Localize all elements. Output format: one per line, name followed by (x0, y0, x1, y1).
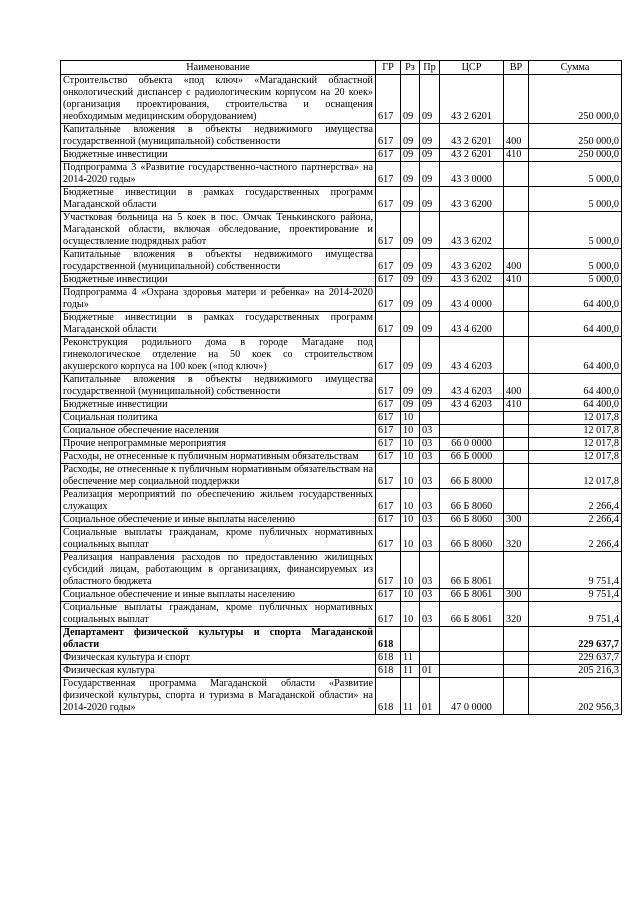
cell-name: Строительство объекта «под ключ» «Магаданский областной онкологический диспансер с радиологическим корпусом на 20 коек» (организация проектирования, строительства и оснащения необходимым медицинским оборудованием) (61, 75, 376, 124)
table-row (61, 552, 622, 589)
cell-name: Социальные выплаты гражданам, кроме публичных нормативных социальных выплат (61, 527, 376, 552)
cell-gr: 617 (376, 438, 401, 451)
cell-pr: 09 (420, 287, 440, 312)
cell-csr: 43 4 6203 (440, 399, 504, 412)
cell-rz: 09 (401, 337, 420, 374)
cell-rz: 10 (401, 602, 420, 627)
cell-pr: 03 (420, 589, 440, 602)
cell-gr: 617 (376, 589, 401, 602)
cell-name: Бюджетные инвестиции (61, 149, 376, 162)
cell-vr: 300 (504, 514, 529, 527)
cell-sum: 205 216,3 (529, 665, 622, 678)
cell-csr: 66 Б 8060 (440, 514, 504, 527)
table-row (61, 149, 622, 162)
cell-pr: 09 (420, 212, 440, 249)
cell-sum: 64 400,0 (529, 399, 622, 412)
cell-vr (504, 652, 529, 665)
cell-sum: 9 751,4 (529, 589, 622, 602)
cell-csr: 66 Б 8000 (440, 464, 504, 489)
cell-csr: 43 3 6202 (440, 274, 504, 287)
table-row (61, 212, 622, 249)
header-name: Наименование (61, 61, 376, 75)
cell-name: Социальное обеспечение и иные выплаты населению (61, 589, 376, 602)
cell-csr: 43 3 0000 (440, 162, 504, 187)
cell-gr: 617 (376, 489, 401, 514)
cell-vr: 400 (504, 249, 529, 274)
table-row (61, 312, 622, 337)
cell-name: Социальные выплаты гражданам, кроме публичных нормативных социальных выплат (61, 602, 376, 627)
cell-rz: 10 (401, 489, 420, 514)
cell-vr (504, 287, 529, 312)
cell-gr: 617 (376, 287, 401, 312)
cell-sum: 12 017,8 (529, 425, 622, 438)
cell-pr: 09 (420, 162, 440, 187)
table-row (61, 425, 622, 438)
cell-name: Реализация направления расходов по предоставлению жилищных субсидий лицам, работающим в организациях, финансируемых из областного бюджета (61, 552, 376, 589)
cell-name: Расходы, не отнесенные к публичным нормативным обязательствам (61, 451, 376, 464)
cell-rz: 09 (401, 75, 420, 124)
cell-gr: 617 (376, 514, 401, 527)
table-row (61, 75, 622, 124)
cell-sum: 229 637,7 (529, 652, 622, 665)
cell-name: Участковая больница на 5 коек в пос. Омчак Тенькинского района, Магаданской области, включая обследование, проектирование и осуществление подрядных работ (61, 212, 376, 249)
cell-gr: 618 (376, 627, 401, 652)
cell-gr: 617 (376, 425, 401, 438)
cell-rz: 10 (401, 589, 420, 602)
table-row (61, 162, 622, 187)
cell-sum: 229 637,7 (529, 627, 622, 652)
cell-csr: 66 Б 0000 (440, 451, 504, 464)
table-row (61, 678, 622, 715)
cell-vr (504, 425, 529, 438)
cell-pr: 03 (420, 451, 440, 464)
cell-pr: 09 (420, 337, 440, 374)
cell-sum: 12 017,8 (529, 451, 622, 464)
cell-rz: 09 (401, 162, 420, 187)
table-row (61, 652, 622, 665)
cell-vr: 300 (504, 589, 529, 602)
cell-name: Социальная политика (61, 412, 376, 425)
cell-sum: 5 000,0 (529, 274, 622, 287)
cell-name: Государственная программа Магаданской области «Развитие физической культуры, спорта и туризма в Магаданской области» на 2014-2020 годы» (61, 678, 376, 715)
cell-csr (440, 652, 504, 665)
table-row (61, 249, 622, 274)
cell-name: Департамент физической культуры и спорта Магаданской области (61, 627, 376, 652)
cell-gr: 617 (376, 451, 401, 464)
cell-pr: 03 (420, 464, 440, 489)
header-pr: Пр (420, 61, 440, 75)
cell-rz: 10 (401, 527, 420, 552)
cell-gr: 617 (376, 162, 401, 187)
cell-name: Расходы, не отнесенные к публичным нормативным обязательствам на обеспечение мер социальной поддержки (61, 464, 376, 489)
cell-pr: 09 (420, 374, 440, 399)
cell-sum: 12 017,8 (529, 464, 622, 489)
cell-sum: 202 956,3 (529, 678, 622, 715)
table-row (61, 489, 622, 514)
cell-gr: 617 (376, 464, 401, 489)
cell-csr: 43 4 6203 (440, 374, 504, 399)
table-row (61, 374, 622, 399)
cell-vr (504, 464, 529, 489)
table-row (61, 589, 622, 602)
cell-csr: 66 Б 8061 (440, 602, 504, 627)
cell-name: Бюджетные инвестиции (61, 274, 376, 287)
cell-pr: 09 (420, 249, 440, 274)
cell-rz: 10 (401, 425, 420, 438)
cell-csr: 43 4 0000 (440, 287, 504, 312)
cell-name: Подпрограмма 4 «Охрана здоровья матери и ребенка» на 2014-2020 годы» (61, 287, 376, 312)
cell-rz: 10 (401, 552, 420, 589)
cell-csr: 66 0 0000 (440, 438, 504, 451)
budget-table (60, 60, 622, 715)
cell-vr: 400 (504, 374, 529, 399)
cell-vr (504, 212, 529, 249)
cell-vr: 410 (504, 149, 529, 162)
table-row (61, 438, 622, 451)
cell-pr (420, 412, 440, 425)
table-row (61, 464, 622, 489)
cell-sum: 12 017,8 (529, 412, 622, 425)
cell-sum: 64 400,0 (529, 374, 622, 399)
cell-vr (504, 187, 529, 212)
cell-rz: 09 (401, 374, 420, 399)
budget-table-page (60, 60, 621, 715)
cell-name: Бюджетные инвестиции в рамках государственных программ Магаданской области (61, 187, 376, 212)
table-row (61, 602, 622, 627)
cell-vr: 410 (504, 399, 529, 412)
table-row (61, 337, 622, 374)
table-row (61, 451, 622, 464)
cell-vr (504, 451, 529, 464)
cell-pr: 03 (420, 514, 440, 527)
cell-gr: 617 (376, 187, 401, 212)
cell-pr: 03 (420, 552, 440, 589)
cell-pr: 09 (420, 149, 440, 162)
cell-pr: 09 (420, 75, 440, 124)
table-row (61, 527, 622, 552)
cell-sum: 5 000,0 (529, 249, 622, 274)
cell-vr (504, 337, 529, 374)
cell-gr: 617 (376, 552, 401, 589)
cell-sum: 250 000,0 (529, 124, 622, 149)
table-header-row (61, 61, 622, 75)
cell-gr: 617 (376, 312, 401, 337)
cell-name: Физическая культура (61, 665, 376, 678)
cell-rz: 09 (401, 274, 420, 287)
cell-rz: 11 (401, 678, 420, 715)
cell-rz: 10 (401, 412, 420, 425)
cell-rz: 10 (401, 514, 420, 527)
cell-rz: 10 (401, 438, 420, 451)
cell-gr: 617 (376, 602, 401, 627)
cell-rz: 10 (401, 464, 420, 489)
cell-csr: 66 Б 8061 (440, 552, 504, 589)
cell-csr: 47 0 0000 (440, 678, 504, 715)
cell-sum: 2 266,4 (529, 527, 622, 552)
cell-csr: 43 3 6202 (440, 212, 504, 249)
cell-pr: 09 (420, 399, 440, 412)
cell-vr (504, 312, 529, 337)
cell-rz: 09 (401, 124, 420, 149)
cell-vr (504, 489, 529, 514)
cell-pr: 09 (420, 274, 440, 287)
cell-rz: 11 (401, 652, 420, 665)
cell-name: Капитальные вложения в объекты недвижимого имущества государственной (муниципальной) собственности (61, 374, 376, 399)
cell-name: Физическая культура и спорт (61, 652, 376, 665)
cell-pr: 03 (420, 438, 440, 451)
cell-pr: 09 (420, 187, 440, 212)
cell-gr: 618 (376, 652, 401, 665)
cell-vr (504, 552, 529, 589)
cell-sum: 250 000,0 (529, 149, 622, 162)
cell-rz: 09 (401, 187, 420, 212)
cell-gr: 617 (376, 124, 401, 149)
header-sum: Сумма (529, 61, 622, 75)
cell-gr: 618 (376, 665, 401, 678)
cell-gr: 617 (376, 337, 401, 374)
table-row (61, 399, 622, 412)
header-gr: ГР (376, 61, 401, 75)
cell-rz: 09 (401, 312, 420, 337)
cell-gr: 617 (376, 149, 401, 162)
cell-pr: 09 (420, 312, 440, 337)
cell-sum: 64 400,0 (529, 287, 622, 312)
cell-sum: 5 000,0 (529, 162, 622, 187)
cell-csr: 43 2 6201 (440, 75, 504, 124)
cell-rz: 09 (401, 249, 420, 274)
cell-vr (504, 438, 529, 451)
table-row (61, 412, 622, 425)
cell-vr (504, 162, 529, 187)
cell-gr: 617 (376, 399, 401, 412)
table-body (61, 75, 622, 715)
cell-vr: 320 (504, 602, 529, 627)
cell-gr: 617 (376, 374, 401, 399)
cell-sum: 5 000,0 (529, 212, 622, 249)
cell-pr: 09 (420, 124, 440, 149)
cell-name: Прочие непрограммные мероприятия (61, 438, 376, 451)
cell-csr (440, 412, 504, 425)
cell-pr: 03 (420, 527, 440, 552)
cell-pr (420, 627, 440, 652)
cell-gr: 617 (376, 274, 401, 287)
cell-csr: 43 3 6200 (440, 187, 504, 212)
cell-csr: 43 3 6202 (440, 249, 504, 274)
cell-name: Реконструкция родильного дома в городе Магадане под гинекологическое отделение на 50 коек со строительством акушерского корпуса на 100 коек («под ключ») (61, 337, 376, 374)
cell-sum: 64 400,0 (529, 337, 622, 374)
cell-gr: 617 (376, 75, 401, 124)
cell-pr: 03 (420, 602, 440, 627)
cell-name: Реализация мероприятий по обеспечению жильем государственных служащих (61, 489, 376, 514)
cell-vr: 400 (504, 124, 529, 149)
cell-sum: 64 400,0 (529, 312, 622, 337)
cell-rz: 11 (401, 665, 420, 678)
cell-sum: 12 017,8 (529, 438, 622, 451)
cell-name: Социальное обеспечение населения (61, 425, 376, 438)
cell-gr: 618 (376, 678, 401, 715)
cell-name: Подпрограмма 3 «Развитие государственно-частного партнерства» на 2014-2020 годы» (61, 162, 376, 187)
header-rz: Рз (401, 61, 420, 75)
table-row (61, 287, 622, 312)
cell-vr (504, 665, 529, 678)
cell-sum: 2 266,4 (529, 489, 622, 514)
cell-rz: 09 (401, 149, 420, 162)
cell-name: Социальное обеспечение и иные выплаты населению (61, 514, 376, 527)
cell-pr (420, 652, 440, 665)
cell-rz: 09 (401, 399, 420, 412)
cell-sum: 5 000,0 (529, 187, 622, 212)
cell-vr: 410 (504, 274, 529, 287)
cell-gr: 617 (376, 249, 401, 274)
cell-csr: 43 2 6201 (440, 124, 504, 149)
cell-csr: 66 Б 8060 (440, 489, 504, 514)
cell-csr: 43 4 6203 (440, 337, 504, 374)
table-row (61, 514, 622, 527)
table-row (61, 274, 622, 287)
cell-name: Капитальные вложения в объекты недвижимого имущества государственной (муниципальной) собственности (61, 124, 376, 149)
table-row (61, 627, 622, 652)
cell-rz: 09 (401, 212, 420, 249)
table-row (61, 187, 622, 212)
cell-gr: 617 (376, 212, 401, 249)
cell-csr: 43 4 6200 (440, 312, 504, 337)
header-vr: ВР (504, 61, 529, 75)
cell-pr: 01 (420, 678, 440, 715)
cell-gr: 617 (376, 412, 401, 425)
cell-name: Бюджетные инвестиции (61, 399, 376, 412)
cell-csr: 43 2 6201 (440, 149, 504, 162)
header-csr: ЦСР (440, 61, 504, 75)
table-row (61, 665, 622, 678)
cell-vr (504, 75, 529, 124)
cell-csr (440, 665, 504, 678)
cell-name: Капитальные вложения в объекты недвижимого имущества государственной (муниципальной) собственности (61, 249, 376, 274)
cell-sum: 9 751,4 (529, 552, 622, 589)
cell-rz (401, 627, 420, 652)
cell-csr: 66 Б 8061 (440, 589, 504, 602)
cell-vr (504, 678, 529, 715)
cell-vr (504, 627, 529, 652)
cell-vr (504, 412, 529, 425)
cell-pr: 01 (420, 665, 440, 678)
cell-sum: 9 751,4 (529, 602, 622, 627)
cell-gr: 617 (376, 527, 401, 552)
cell-sum: 250 000,0 (529, 75, 622, 124)
table-row (61, 124, 622, 149)
cell-csr (440, 627, 504, 652)
cell-rz: 10 (401, 451, 420, 464)
cell-csr (440, 425, 504, 438)
cell-rz: 09 (401, 287, 420, 312)
cell-name: Бюджетные инвестиции в рамках государственных программ Магаданской области (61, 312, 376, 337)
cell-pr: 03 (420, 425, 440, 438)
cell-pr: 03 (420, 489, 440, 514)
cell-sum: 2 266,4 (529, 514, 622, 527)
cell-vr: 320 (504, 527, 529, 552)
cell-csr: 66 Б 8060 (440, 527, 504, 552)
